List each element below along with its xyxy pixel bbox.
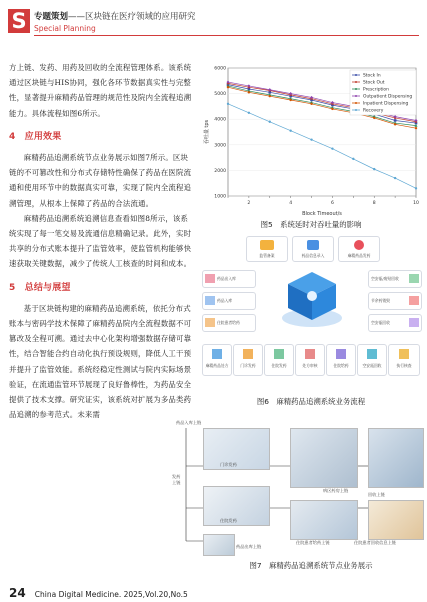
- legend-marker: [355, 95, 357, 97]
- header-title-bold: 专题策划: [34, 12, 69, 22]
- data-point: [269, 95, 271, 97]
- data-point: [394, 119, 397, 122]
- data-point: [331, 147, 333, 149]
- figure-7-collage: [168, 416, 424, 558]
- inpatient-icon: [274, 349, 284, 359]
- bottom-box-6: [357, 344, 387, 376]
- top-label-1: 监管备案: [259, 253, 275, 258]
- y-tick-label: 6000: [214, 66, 226, 72]
- left-box-1: [202, 270, 256, 288]
- figure-6-diagram: [200, 236, 422, 396]
- page-number: 24: [9, 586, 26, 600]
- bottom-box-3: [264, 344, 294, 376]
- bottom-label-5: 住院给药: [333, 363, 349, 368]
- bottom-box-5: [326, 344, 356, 376]
- header-title: [34, 10, 196, 22]
- recovery-icon: [367, 349, 377, 359]
- box-icon: [205, 274, 215, 283]
- data-point: [373, 168, 375, 170]
- y-tick-label: 2000: [214, 168, 226, 174]
- warehouse-icon: [205, 296, 215, 305]
- bottom-label-7: 执行核查: [396, 363, 412, 368]
- legend-label: Inpatient Dispensing: [363, 101, 409, 107]
- x-tick-label: 6: [330, 201, 334, 206]
- fig7-label-recovery: 回收上链: [368, 492, 385, 497]
- legend-marker: [355, 102, 357, 104]
- photo-patient: [290, 500, 358, 540]
- data-point: [227, 103, 229, 105]
- data-point: [227, 86, 229, 88]
- data-point: [310, 138, 312, 140]
- bottom-label-4: 处方审核: [302, 363, 318, 368]
- bottom-box-1: [202, 344, 232, 376]
- x-tick-label: 10: [413, 201, 419, 206]
- legend-label: Stock In: [363, 73, 381, 79]
- x-axis-label: Block Timeout/s: [302, 211, 342, 217]
- paragraph-3: 麻精药品追溯系统追溯信息查看如图8所示，该系统实现了每一笔交易及流通信息精确记录。此外，实时共享的分布式账本提升了监管效率，使监管机构能够快速获取关键数据，减少了传统人工核查的时间和成本。: [9, 213, 192, 269]
- data-point: [248, 112, 250, 114]
- check-icon: [399, 349, 409, 359]
- x-tick-label: 2: [247, 201, 251, 206]
- logo-letter: S: [11, 9, 27, 33]
- right-box-2: [368, 292, 422, 310]
- paragraph-4: 基于区块链构建的麻精药品追溯系统，依托分布式账本与密码学技术保障了麻精药品院内全流程数据不可篡改及全程可溯。通过去中心化架构增强数据存储可靠性，结合智能合约自动化执行预设规则，降低人工干预并提升了监管效能。系统经稳定性测试与院内实际场景验证，在流通监管环节展现了良好鲁棒性，为药品安全提供了技术支撑。研究证实，该系统对扩展为多品类药品追溯的参考范式。未来需: [9, 303, 192, 420]
- y-tick-label: 3000: [214, 143, 226, 149]
- top-box-2: [292, 236, 334, 262]
- fig7-label-patient: 住院患者给药上链: [296, 540, 330, 545]
- bottom-box-2: [233, 344, 263, 376]
- data-point: [415, 127, 417, 129]
- patient-icon: [205, 318, 215, 327]
- left-label-3: 住院患者给药: [217, 320, 240, 325]
- right-label-2: 节余药销毁: [371, 298, 390, 303]
- bottom-label-3: 住院发药: [271, 363, 287, 368]
- figure-6-caption: 图6 麻精药品追溯系统业务流程: [256, 397, 366, 406]
- legend-marker: [355, 74, 357, 76]
- y-axis-label: 吞吐量 tps: [204, 119, 210, 145]
- data-point: [415, 187, 417, 189]
- data-point: [331, 108, 333, 110]
- fig7-label-outpatient: 门诊发药: [220, 462, 237, 467]
- page-footer: [9, 582, 188, 601]
- top-label-2: 药品信息录入: [301, 253, 325, 258]
- destroy-icon: [409, 296, 419, 305]
- figure-5-chart: [200, 60, 422, 218]
- administer-icon: [336, 349, 346, 359]
- y-tick-label: 5000: [214, 92, 226, 98]
- data-point: [289, 99, 291, 101]
- bottom-label-1: 麻精药品处方: [205, 363, 229, 368]
- legend-marker: [355, 88, 357, 90]
- bottom-label-2: 门诊发药: [240, 363, 256, 368]
- left-label-1: 药品出入库: [217, 276, 236, 281]
- x-tick-label: 8: [372, 201, 376, 206]
- left-box-3: [202, 314, 256, 332]
- prescription-icon: [212, 349, 222, 359]
- fig7-label-verify: 住院患者回收信息上链: [354, 540, 396, 545]
- data-point: [248, 91, 250, 93]
- bottom-row: [200, 344, 422, 388]
- text-column: [9, 60, 195, 422]
- top-box-1: [246, 236, 288, 262]
- data-point: [394, 123, 396, 125]
- section-4-title: 4 应用效果: [9, 131, 62, 142]
- bottom-box-4: [295, 344, 325, 376]
- legend-marker: [355, 109, 357, 111]
- left-label-2: 药品入库: [217, 298, 233, 303]
- page-header: [0, 0, 427, 40]
- legend-label: Prescription: [363, 87, 389, 93]
- figure-7-caption: 图7 麻精药品追溯系统节点业务展示: [249, 561, 373, 570]
- section-5-title: 5 总结与展望: [9, 282, 71, 293]
- header-title-english: Special Planning: [34, 24, 96, 33]
- figure-5-caption: 图5 系统延时对吞吐量的影响: [260, 220, 362, 229]
- journal-info: China Digital Medicine. 2025,Vol.20,No.5: [34, 590, 188, 599]
- legend-label: Outpatient Dispensing: [363, 94, 413, 100]
- data-point: [289, 130, 291, 132]
- section-logo: [8, 9, 30, 33]
- recycle-icon: [409, 318, 419, 327]
- header-rule: [34, 35, 419, 36]
- y-tick-label: 4000: [214, 117, 226, 123]
- fig7-label-stock-out: 药品出库上链: [236, 544, 262, 549]
- legend-label: Stock Out: [363, 80, 385, 86]
- ampoule-icon: [409, 274, 419, 283]
- blockchain-icon: [278, 266, 346, 332]
- right-label-1: 空安瓿/废贴回收: [371, 276, 399, 281]
- data-point: [394, 177, 396, 179]
- photo-stock-out: [203, 534, 235, 556]
- photo-staff: [368, 428, 424, 488]
- fig7-label-stock-in: 药品入库上链: [176, 420, 202, 425]
- top-label-3: 麻精药品发药: [347, 253, 371, 258]
- data-point: [352, 158, 354, 160]
- right-box-1: [368, 270, 422, 288]
- document-icon: [307, 240, 319, 250]
- x-tick-label: 4: [289, 201, 293, 206]
- header-title-rest: ——区块链在医疗领域的应用研究: [68, 12, 196, 22]
- pill-icon: [354, 240, 364, 250]
- review-icon: [305, 349, 315, 359]
- top-box-3: [338, 236, 380, 262]
- folder-icon: [260, 240, 274, 250]
- fig7-label-dispense: 发药上链: [172, 474, 181, 485]
- y-tick-label: 1000: [214, 194, 226, 200]
- legend-marker: [355, 81, 357, 83]
- outpatient-icon: [243, 349, 253, 359]
- bottom-box-7: [388, 344, 420, 376]
- fig7-label-ward: 病区药房上链: [323, 488, 349, 493]
- right-label-3: 空安瓿回收: [371, 320, 390, 325]
- data-point: [373, 117, 375, 119]
- fig7-label-inpatient: 住院发药: [220, 518, 237, 523]
- legend-label: Recovery: [363, 108, 384, 114]
- bottom-label-6: 空安瓿回收: [362, 363, 382, 368]
- left-box-2: [202, 292, 256, 310]
- right-box-3: [368, 314, 422, 332]
- photo-ward: [290, 428, 358, 488]
- photo-recovery: [368, 500, 424, 540]
- data-point: [269, 121, 271, 123]
- paragraph-2: 麻精药品追溯系统节点业务展示如图7所示。区块链的不可篡改性和分布式存储特性确保了药品在医院流通和使用环节中的数据真实可靠，实现了院内全流程追溯管理，从根本上保障了药品的合法流通。: [9, 153, 192, 208]
- paragraph-1: 方上链、发药、用药及回收的全流程管理体系。该系统通过区块链与HIS协同，强化各环节数据真实性与完整性，显著提升麻精药品管理的规范性及院内全流程追溯能力。具体流程如图6所示。: [9, 63, 192, 118]
- data-point: [310, 103, 312, 105]
